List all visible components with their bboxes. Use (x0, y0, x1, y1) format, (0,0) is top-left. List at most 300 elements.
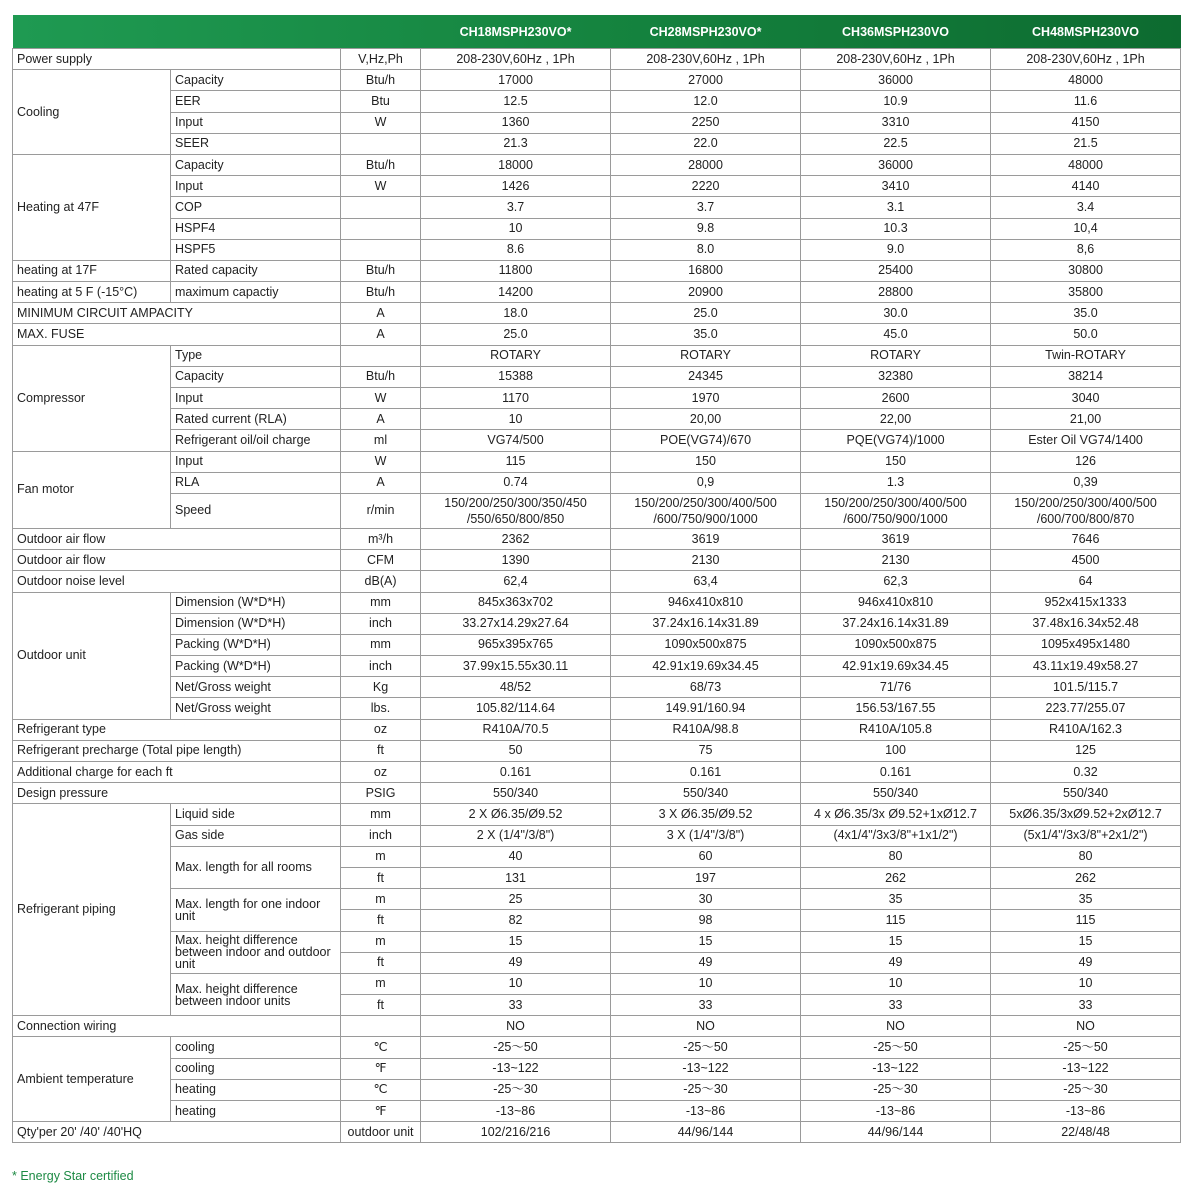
value-cell: 80 (991, 846, 1181, 867)
table-row (13, 430, 1181, 451)
row-label: Max. height difference between indoor and outdoor unit (171, 931, 341, 973)
value-cell: 149.91/160.94 (611, 698, 801, 719)
value-cell: 550/340 (801, 783, 991, 804)
unit-cell: Btu/h (341, 154, 421, 175)
value-cell: 12.0 (611, 91, 801, 112)
value-cell: Twin-ROTARY (991, 345, 1181, 366)
table-row (13, 550, 1181, 571)
unit-cell: W (341, 112, 421, 133)
value-cell: 25.0 (611, 303, 801, 324)
value-cell: 50.0 (991, 324, 1181, 345)
value-cell: 62,4 (421, 571, 611, 592)
unit-cell: A (341, 409, 421, 430)
row-label: Refrigerant oil/oil charge (171, 430, 341, 451)
value-cell: 42.91x19.69x34.45 (611, 656, 801, 677)
value-cell: 10 (611, 973, 801, 994)
value-cell: 25400 (801, 260, 991, 281)
value-cell: POE(VG74)/670 (611, 430, 801, 451)
unit-cell (341, 133, 421, 154)
value-cell: 156.53/167.55 (801, 698, 991, 719)
row-label: Input (171, 388, 341, 409)
value-cell: 4500 (991, 550, 1181, 571)
unit-cell: A (341, 324, 421, 345)
unit-cell: m³/h (341, 528, 421, 549)
unit-cell: ℉ (341, 1101, 421, 1122)
value-cell: 35 (801, 889, 991, 910)
table-row (13, 634, 1181, 655)
table-row (13, 133, 1181, 154)
unit-cell: inch (341, 613, 421, 634)
value-cell: (4x1/4"/3x3/8"+1x1/2") (801, 825, 991, 846)
row-label: Packing (W*D*H) (171, 656, 341, 677)
value-cell: 150/200/250/300/400/500 /600/750/900/1000 (801, 493, 991, 528)
value-cell: 20,00 (611, 409, 801, 430)
model-header: CH18MSPH230VO* (459, 24, 572, 39)
value-cell: 11800 (421, 260, 611, 281)
table-row (13, 70, 1181, 91)
row-group-label: Outdoor air flow (13, 528, 341, 549)
unit-cell: W (341, 176, 421, 197)
value-cell: 1970 (611, 388, 801, 409)
value-cell: 12.5 (421, 91, 611, 112)
value-cell: 10 (421, 973, 611, 994)
unit-cell: ml (341, 430, 421, 451)
value-cell: 262 (991, 867, 1181, 888)
unit-cell: inch (341, 656, 421, 677)
unit-cell: Btu/h (341, 366, 421, 387)
unit-cell: Btu/h (341, 282, 421, 303)
row-label: RLA (171, 472, 341, 493)
value-cell: -13~86 (421, 1101, 611, 1122)
value-cell: 4 x Ø6.35/3x Ø9.52+1xØ12.7 (801, 804, 991, 825)
value-cell: 0,9 (611, 472, 801, 493)
value-cell: 115 (421, 451, 611, 472)
value-cell: 3310 (801, 112, 991, 133)
value-cell: 208-230V,60Hz , 1Ph (421, 49, 611, 70)
table-row (13, 1101, 1181, 1122)
unit-cell: m (341, 889, 421, 910)
value-cell: 3040 (991, 388, 1181, 409)
row-label: Net/Gross weight (171, 677, 341, 698)
unit-cell: V,Hz,Ph (341, 49, 421, 70)
table-row (13, 388, 1181, 409)
table-row (13, 677, 1181, 698)
value-cell: 35.0 (991, 303, 1181, 324)
table-row (13, 112, 1181, 133)
row-group-label: Refrigerant type (13, 719, 341, 740)
row-label: Packing (W*D*H) (171, 634, 341, 655)
value-cell: 15 (611, 931, 801, 952)
unit-cell: ft (341, 995, 421, 1016)
table-row (13, 528, 1181, 549)
table-row (13, 366, 1181, 387)
table-row (13, 451, 1181, 472)
value-cell: -13~86 (991, 1101, 1181, 1122)
value-cell: 36000 (801, 70, 991, 91)
value-cell: 35800 (991, 282, 1181, 303)
unit-cell (341, 218, 421, 239)
value-cell: 15388 (421, 366, 611, 387)
value-cell: 33 (801, 995, 991, 1016)
unit-cell: ft (341, 910, 421, 931)
unit-cell: W (341, 451, 421, 472)
value-cell: -25～30 (801, 1079, 991, 1100)
table-row (13, 472, 1181, 493)
row-label: SEER (171, 133, 341, 154)
row-group-label: Outdoor noise level (13, 571, 341, 592)
value-cell: 37.48x16.34x52.48 (991, 613, 1181, 634)
unit-cell: lbs. (341, 698, 421, 719)
unit-cell: m (341, 846, 421, 867)
table-row (13, 846, 1181, 867)
value-cell: 550/340 (611, 783, 801, 804)
unit-cell (341, 1016, 421, 1037)
value-cell: 262 (801, 867, 991, 888)
value-cell: R410A/105.8 (801, 719, 991, 740)
table-row (13, 218, 1181, 239)
value-cell: 21.5 (991, 133, 1181, 154)
unit-cell: ℃ (341, 1037, 421, 1058)
table-row (13, 49, 1181, 70)
row-group-label: heating at 17F (13, 260, 171, 281)
table-row (13, 740, 1181, 761)
table-row (13, 592, 1181, 613)
value-cell: 30800 (991, 260, 1181, 281)
value-cell: 150/200/250/300/400/500 /600/750/900/1000 (611, 493, 801, 528)
value-cell: 43.11x19.49x58.27 (991, 656, 1181, 677)
unit-cell: PSIG (341, 783, 421, 804)
value-cell: 7646 (991, 528, 1181, 549)
value-cell: 10.3 (801, 218, 991, 239)
value-cell: 223.77/255.07 (991, 698, 1181, 719)
value-cell: 25 (421, 889, 611, 910)
row-group-label: MAX. FUSE (13, 324, 341, 345)
value-cell: 40 (421, 846, 611, 867)
value-cell: 126 (991, 451, 1181, 472)
value-cell: 550/340 (991, 783, 1181, 804)
unit-cell (341, 345, 421, 366)
row-label: heating (171, 1101, 341, 1122)
table-row (13, 889, 1181, 910)
row-label: heating (171, 1079, 341, 1100)
value-cell: 44/96/144 (611, 1122, 801, 1143)
value-cell: 10 (991, 973, 1181, 994)
value-cell: 32380 (801, 366, 991, 387)
table-row (13, 571, 1181, 592)
value-cell: 0.74 (421, 472, 611, 493)
header-row (13, 15, 1181, 49)
value-cell: 37.24x16.14x31.89 (801, 613, 991, 634)
value-cell: 16800 (611, 260, 801, 281)
value-cell: 952x415x1333 (991, 592, 1181, 613)
value-cell: 2600 (801, 388, 991, 409)
row-label: Gas side (171, 825, 341, 846)
value-cell: 115 (991, 910, 1181, 931)
value-cell: 2 X Ø6.35/Ø9.52 (421, 804, 611, 825)
row-label: maximum capactiy (171, 282, 341, 303)
unit-cell: r/min (341, 493, 421, 528)
value-cell: 27000 (611, 70, 801, 91)
value-cell: -13~86 (801, 1101, 991, 1122)
row-label: Speed (171, 493, 341, 528)
value-cell: 8.6 (421, 239, 611, 260)
unit-cell: ft (341, 740, 421, 761)
footnote: * Energy Star certified (12, 1169, 134, 1183)
value-cell: 3.4 (991, 197, 1181, 218)
value-cell: R410A/162.3 (991, 719, 1181, 740)
value-cell: -25～30 (611, 1079, 801, 1100)
value-cell: 48000 (991, 154, 1181, 175)
row-label: COP (171, 197, 341, 218)
value-cell: 49 (611, 952, 801, 973)
row-label: Input (171, 451, 341, 472)
table-row (13, 197, 1181, 218)
value-cell: 60 (611, 846, 801, 867)
table-row (13, 91, 1181, 112)
value-cell: 45.0 (801, 324, 991, 345)
row-label: Net/Gross weight (171, 698, 341, 719)
value-cell: 24345 (611, 366, 801, 387)
row-group-label: Outdoor unit (13, 592, 171, 719)
value-cell: -25～30 (421, 1079, 611, 1100)
value-cell: 25.0 (421, 324, 611, 345)
unit-cell: ℃ (341, 1079, 421, 1100)
value-cell: 22,00 (801, 409, 991, 430)
value-cell: 1090x500x875 (611, 634, 801, 655)
value-cell: 49 (991, 952, 1181, 973)
row-label: Capacity (171, 366, 341, 387)
table-row (13, 345, 1181, 366)
unit-cell: Kg (341, 677, 421, 698)
value-cell: VG74/500 (421, 430, 611, 451)
value-cell: 197 (611, 867, 801, 888)
unit-cell: m (341, 973, 421, 994)
unit-cell: mm (341, 592, 421, 613)
value-cell: 14200 (421, 282, 611, 303)
value-cell: 20900 (611, 282, 801, 303)
value-cell: 0.32 (991, 762, 1181, 783)
value-cell: -13~122 (421, 1058, 611, 1079)
value-cell: 30 (611, 889, 801, 910)
value-cell: 3 X Ø6.35/Ø9.52 (611, 804, 801, 825)
value-cell: 965x395x765 (421, 634, 611, 655)
value-cell: 3619 (611, 528, 801, 549)
unit-cell: dB(A) (341, 571, 421, 592)
value-cell: 75 (611, 740, 801, 761)
unit-cell: CFM (341, 550, 421, 571)
unit-cell: oz (341, 762, 421, 783)
table-row (13, 1058, 1181, 1079)
unit-cell: Btu/h (341, 260, 421, 281)
value-cell: 28000 (611, 154, 801, 175)
value-cell: 21,00 (991, 409, 1181, 430)
row-label: Capacity (171, 154, 341, 175)
row-label: Liquid side (171, 804, 341, 825)
value-cell: 0.161 (611, 762, 801, 783)
value-cell: 150/200/250/300/350/450 /550/650/800/850 (421, 493, 611, 528)
unit-cell: oz (341, 719, 421, 740)
value-cell: 22.0 (611, 133, 801, 154)
row-label: cooling (171, 1037, 341, 1058)
value-cell: 2130 (801, 550, 991, 571)
table-row (13, 1016, 1181, 1037)
value-cell: 38214 (991, 366, 1181, 387)
row-group-label: heating at 5 F (-15°C) (13, 282, 171, 303)
value-cell: 33 (611, 995, 801, 1016)
value-cell: PQE(VG74)/1000 (801, 430, 991, 451)
value-cell: 550/340 (421, 783, 611, 804)
value-cell: 15 (421, 931, 611, 952)
value-cell: -25～50 (421, 1037, 611, 1058)
value-cell: 30.0 (801, 303, 991, 324)
value-cell: 18.0 (421, 303, 611, 324)
value-cell: 8,6 (991, 239, 1181, 260)
unit-cell (341, 239, 421, 260)
value-cell: 208-230V,60Hz , 1Ph (801, 49, 991, 70)
row-group-label: Refrigerant piping (13, 804, 171, 1016)
value-cell: 3.7 (611, 197, 801, 218)
value-cell: 17000 (421, 70, 611, 91)
value-cell: 63,4 (611, 571, 801, 592)
row-label: cooling (171, 1058, 341, 1079)
value-cell: 3.1 (801, 197, 991, 218)
value-cell: R410A/98.8 (611, 719, 801, 740)
table-row (13, 493, 1181, 528)
table-row (13, 260, 1181, 281)
row-label: Rated capacity (171, 260, 341, 281)
row-label: HSPF4 (171, 218, 341, 239)
value-cell: (5x1/4"/3x3/8"+2x1/2") (991, 825, 1181, 846)
value-cell: NO (801, 1016, 991, 1037)
value-cell: 49 (421, 952, 611, 973)
value-cell: 42.91x19.69x34.45 (801, 656, 991, 677)
value-cell: 62,3 (801, 571, 991, 592)
value-cell: 9.8 (611, 218, 801, 239)
unit-cell: mm (341, 634, 421, 655)
unit-cell: A (341, 303, 421, 324)
row-label: Input (171, 112, 341, 133)
row-group-label: Connection wiring (13, 1016, 341, 1037)
table-row (13, 1079, 1181, 1100)
value-cell: 5xØ6.35/3xØ9.52+2xØ12.7 (991, 804, 1181, 825)
unit-cell: outdoor unit (341, 1122, 421, 1143)
value-cell: 2220 (611, 176, 801, 197)
value-cell: 131 (421, 867, 611, 888)
value-cell: 3619 (801, 528, 991, 549)
row-group-label: Design pressure (13, 783, 341, 804)
value-cell: 115 (801, 910, 991, 931)
value-cell: 1170 (421, 388, 611, 409)
value-cell: 3 X (1/4"/3/8") (611, 825, 801, 846)
value-cell: 37.99x15.55x30.11 (421, 656, 611, 677)
value-cell: 10 (421, 409, 611, 430)
table-row (13, 613, 1181, 634)
row-label: Rated current (RLA) (171, 409, 341, 430)
row-label: Input (171, 176, 341, 197)
value-cell: 0,39 (991, 472, 1181, 493)
value-cell: Ester Oil VG74/1400 (991, 430, 1181, 451)
row-group-label: Outdoor air flow (13, 550, 341, 571)
value-cell: 1095x495x1480 (991, 634, 1181, 655)
value-cell: 208-230V,60Hz , 1Ph (991, 49, 1181, 70)
value-cell: 82 (421, 910, 611, 931)
value-cell: 10.9 (801, 91, 991, 112)
table-row (13, 931, 1181, 952)
value-cell: 28800 (801, 282, 991, 303)
table-row (13, 324, 1181, 345)
value-cell: 71/76 (801, 677, 991, 698)
value-cell: 10,4 (991, 218, 1181, 239)
spec-table (12, 15, 1181, 1143)
unit-cell: m (341, 931, 421, 952)
row-group-label: Heating at 47F (13, 154, 171, 260)
value-cell: 150/200/250/300/400/500 /600/700/800/870 (991, 493, 1181, 528)
value-cell: 50 (421, 740, 611, 761)
value-cell: -13~122 (611, 1058, 801, 1079)
value-cell: 3410 (801, 176, 991, 197)
value-cell: 2 X (1/4"/3/8") (421, 825, 611, 846)
row-group-label: Cooling (13, 70, 171, 155)
value-cell: 15 (801, 931, 991, 952)
row-group-label: MINIMUM CIRCUIT AMPACITY (13, 303, 341, 324)
unit-cell: ft (341, 952, 421, 973)
value-cell: 80 (801, 846, 991, 867)
table-row (13, 282, 1181, 303)
value-cell: 125 (991, 740, 1181, 761)
value-cell: 150 (801, 451, 991, 472)
value-cell: 208-230V,60Hz , 1Ph (611, 49, 801, 70)
table-row (13, 656, 1181, 677)
table-row (13, 154, 1181, 175)
value-cell: 2130 (611, 550, 801, 571)
value-cell: 101.5/115.7 (991, 677, 1181, 698)
row-label: Max. length for all rooms (171, 846, 341, 888)
value-cell: -25～30 (991, 1079, 1181, 1100)
value-cell: R410A/70.5 (421, 719, 611, 740)
unit-cell: inch (341, 825, 421, 846)
row-label: Dimension (W*D*H) (171, 613, 341, 634)
row-group-label: Refrigerant precharge (Total pipe length) (13, 740, 341, 761)
value-cell: 21.3 (421, 133, 611, 154)
value-cell: 4150 (991, 112, 1181, 133)
value-cell: 22/48/48 (991, 1122, 1181, 1143)
table-row (13, 409, 1181, 430)
value-cell: 946x410x810 (611, 592, 801, 613)
value-cell: -13~122 (991, 1058, 1181, 1079)
value-cell: 33 (421, 995, 611, 1016)
value-cell: 35 (991, 889, 1181, 910)
value-cell: 0.161 (421, 762, 611, 783)
table-row (13, 825, 1181, 846)
value-cell: 11.6 (991, 91, 1181, 112)
unit-cell: ℉ (341, 1058, 421, 1079)
table-row (13, 804, 1181, 825)
value-cell: 102/216/216 (421, 1122, 611, 1143)
value-cell: 105.82/114.64 (421, 698, 611, 719)
unit-cell: W (341, 388, 421, 409)
value-cell: -13~86 (611, 1101, 801, 1122)
row-label: Max. height difference between indoor units (171, 973, 341, 1015)
value-cell: 1090x500x875 (801, 634, 991, 655)
value-cell: 36000 (801, 154, 991, 175)
value-cell: 9.0 (801, 239, 991, 260)
unit-cell: Btu/h (341, 70, 421, 91)
value-cell: 150 (611, 451, 801, 472)
value-cell: 49 (801, 952, 991, 973)
table-row (13, 762, 1181, 783)
value-cell: -25～50 (991, 1037, 1181, 1058)
row-group-label: Compressor (13, 345, 171, 451)
